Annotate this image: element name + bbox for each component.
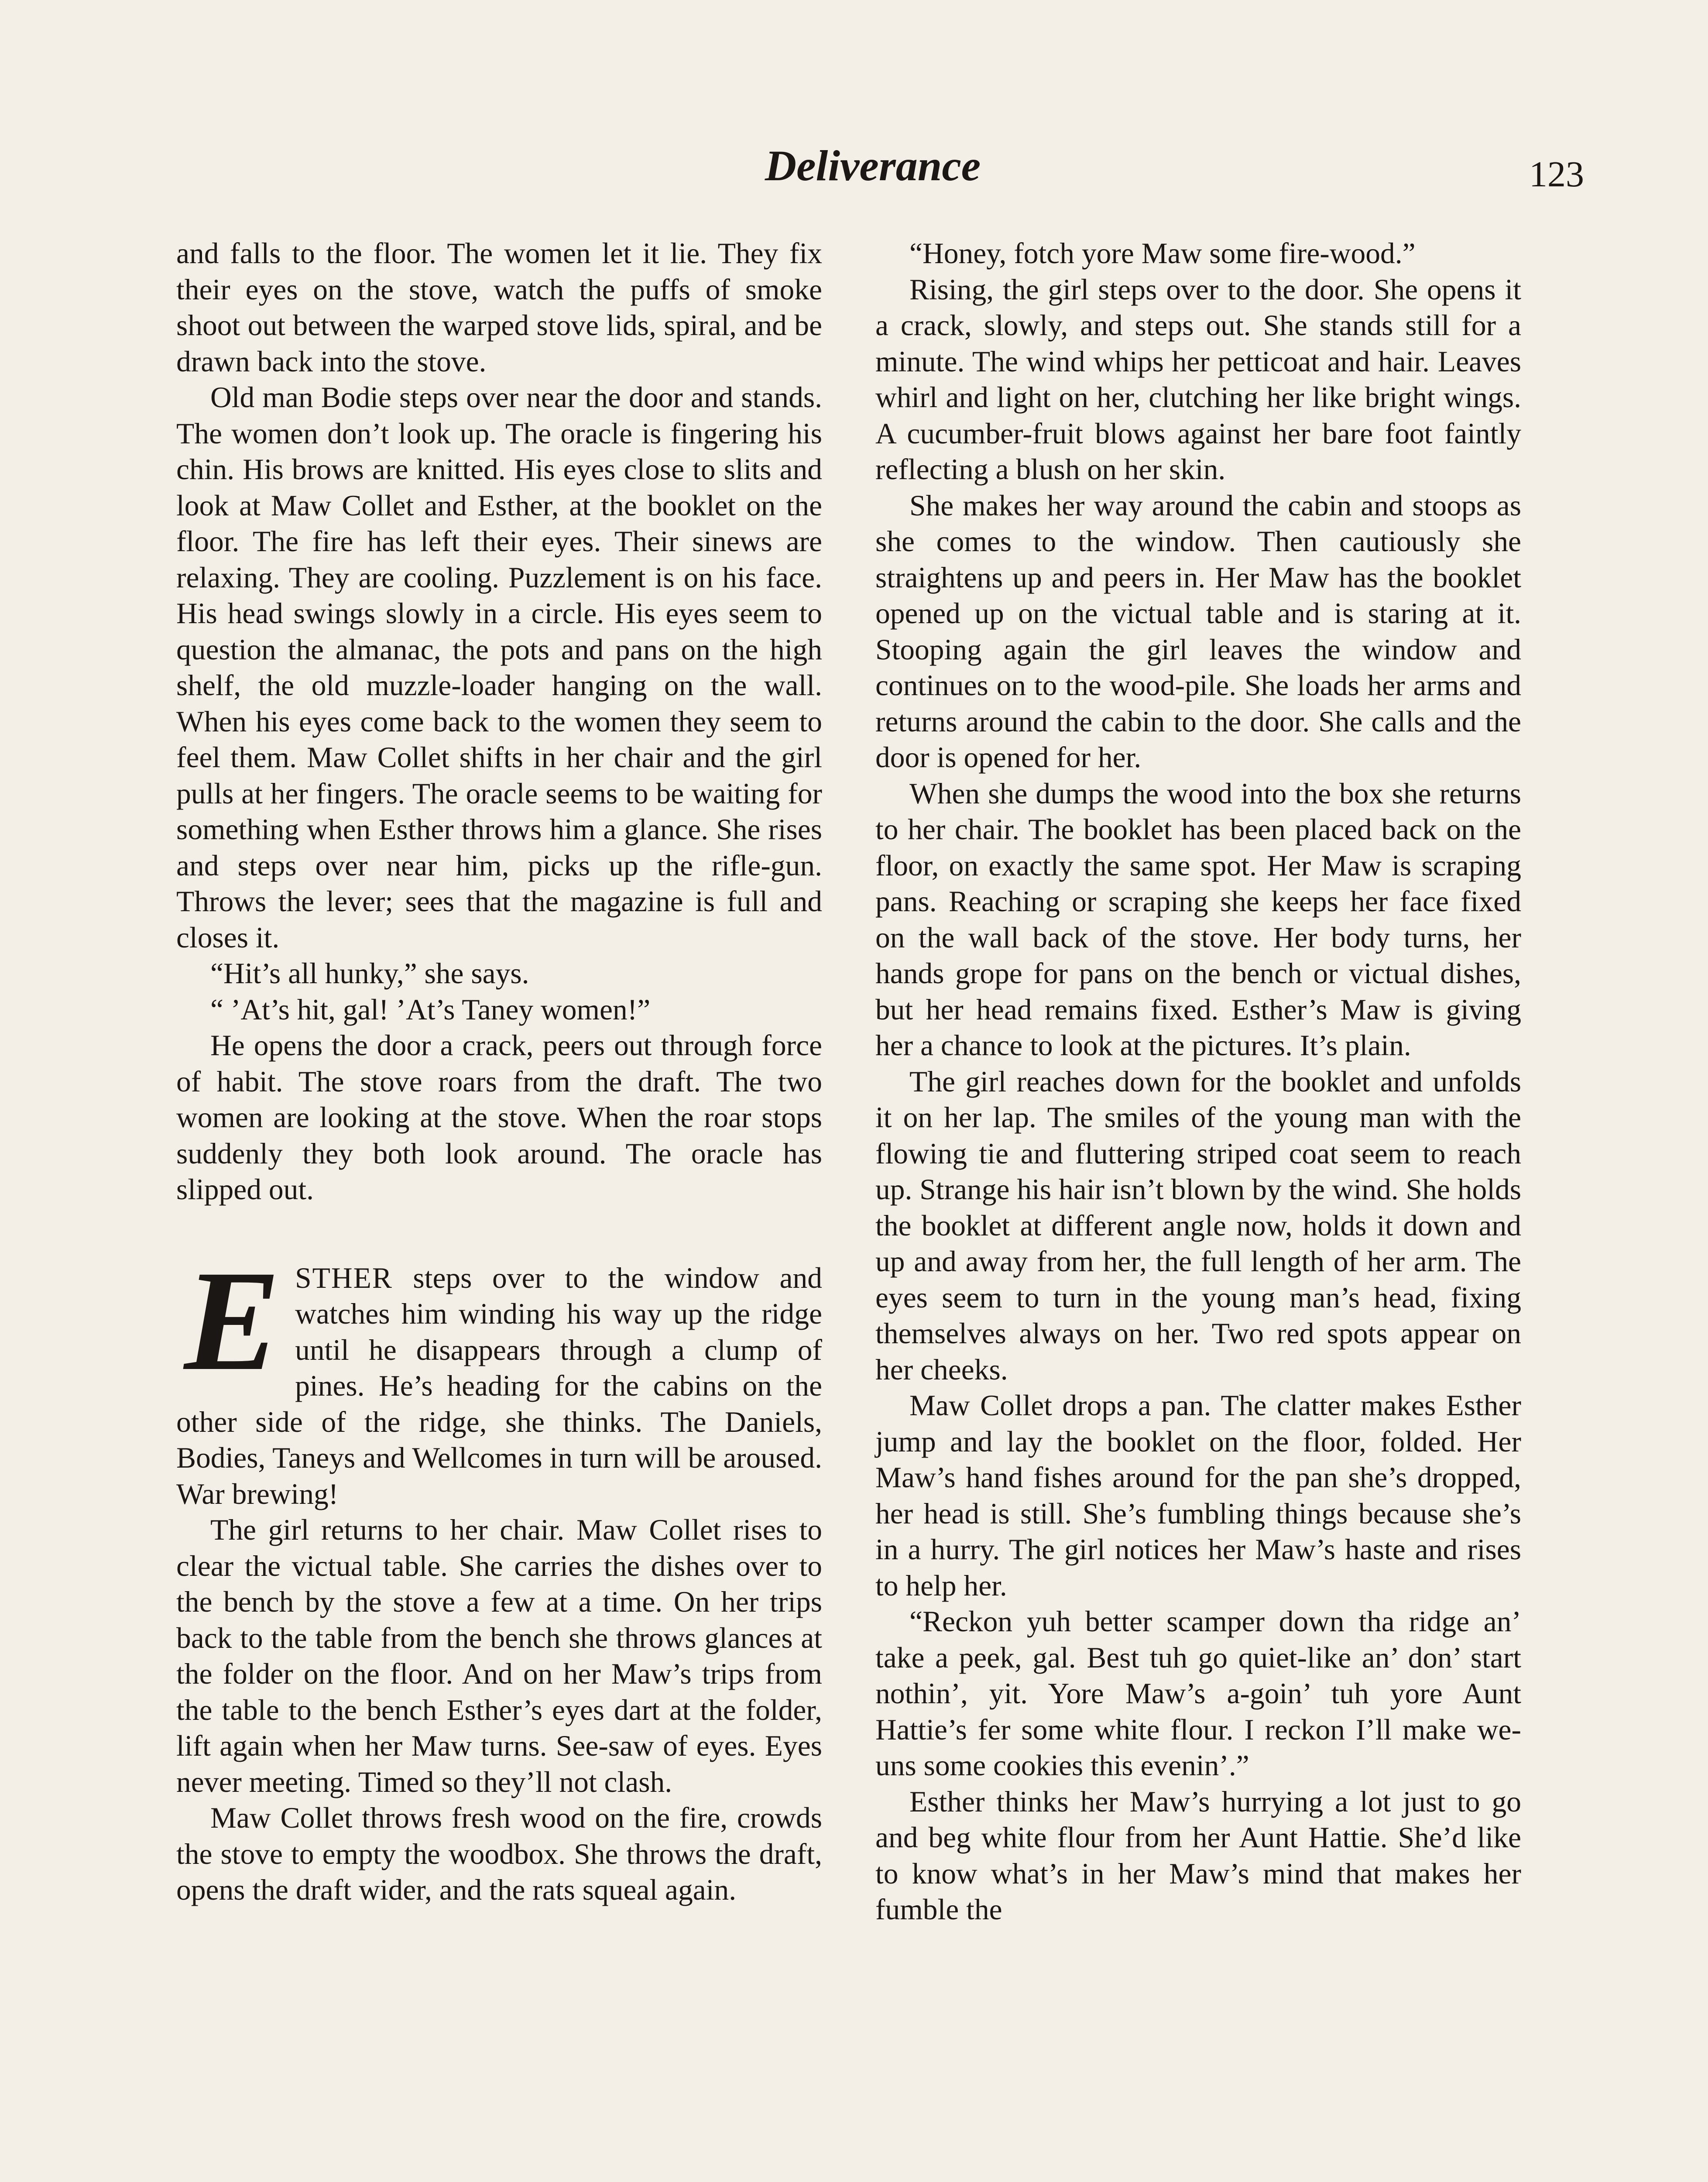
paragraph: Maw Collet drops a pan. The clatter makes Esther jump and lay the booklet on the floor, folded. Her Maw’s hand fishes around for the pan she’s dropped, her head is still. She’s fumbling things because she’s in a hurry. The girl notices her Maw’s haste and rises to help her. xyxy=(875,1389,1521,1602)
paragraph: He opens the door a crack, peers out through force of habit. The stove roars from the draft. The two women are looking at the stove. When the roar stops suddenly they both look around. The oracle has slipped out. xyxy=(176,1029,822,1206)
section-opening-paragraph xyxy=(176,1241,822,1513)
paragraph: “Reckon yuh better scamper down tha ridge an’ take a peek, gal. Best tuh go quiet-like an’ don’ start nothin’, yit. Yore Maw’s a-goin’ tuh yore Aunt Hattie’s fer some white flour. I reckon I’ll make we-uns some cookies this evenin’.” xyxy=(875,1605,1521,1782)
paragraph: Rising, the girl steps over to the door. She opens it a crack, slowly, and steps out. She stands still for a minute. The wind whips her petticoat and hair. Leaves whirl and light on her, clutching her like bright wings. A cucumber-fruit blows against her bare foot faintly reflecting a blush on her skin. xyxy=(875,273,1521,486)
paragraph: Old man Bodie steps over near the door and stands. The women don’t look up. The oracle is fingering his chin. His brows are knitted. His eyes close to slits and look at Maw Collet and Esther, at the booklet on the floor. The fire has left their eyes. Their sinews are relaxing. They are cooling. Puzzlement is on his face. His head swings slowly in a circle. His eyes seem to question the almanac, the pots and pans on the high shelf, the old muzzle-loader hanging on the wall. When his eyes come back to the women they seem to feel them. Maw Collet shifts in her chair and the girl pulls at her fingers. The oracle seems to be waiting for something when Esther throws him a glance. She rises and steps over near him, picks up the rifle-gun. Throws the lever; sees that the magazine is full and closes it. xyxy=(176,381,822,954)
paragraph: Esther thinks her Maw’s hurrying a lot just to go and beg white flour from her Aunt Hattie. She’d like to know what’s in her Maw’s mind that makes her fumble the xyxy=(875,1785,1521,1926)
paragraph: “Honey, fotch yore Maw some fire-wood.” xyxy=(909,237,1416,270)
paragraph: “ ’At’s hit, gal! ’At’s Taney women!” xyxy=(210,993,651,1026)
paragraph: The girl reaches down for the booklet and unfolds it on her lap. The smiles of the young man with the flowing tie and fluttering striped coat seem to reach up. Strange his hair isn’t blown by the wind. She holds the booklet at different angle now, holds it down and up and away from her, the full length of her arm. The eyes seem to turn in the young man’s head, fixing themselves always on her. Two red spots appear on her cheeks. xyxy=(875,1065,1521,1386)
paragraph: and falls to the floor. The women let it lie. They fix their eyes on the stove, watch the puffs of smoke shoot out between the warped stove lids, spiral, and be drawn back into the stove. xyxy=(176,237,822,378)
paragraph: When she dumps the wood into the box she returns to her chair. The booklet has been placed back on the floor, on exactly the same spot. Her Maw is scraping pans. Reaching or scraping she keeps her face fixed on the wall back of the stove. Her body turns, her hands grope for pans on the bench or victual dishes, but her head remains fixed. Esther’s Maw is giving her a chance to look at the pictures. It’s plain. xyxy=(875,777,1521,1062)
small-caps-lead: STHER xyxy=(295,1261,393,1294)
right-text-column xyxy=(875,236,1521,1928)
paragraph: Maw Collet throws fresh wood on the fire, crowds the stove to empty the woodbox. She throws the draft, opens the draft wider, and the rats squeal again. xyxy=(176,1801,822,1906)
page-number: 123 xyxy=(1529,154,1584,195)
paragraph: “Hit’s all hunky,” she says. xyxy=(210,957,529,990)
paragraph: She makes her way around the cabin and stoops as she comes to the window. Then cautiously she straightens up and peers in. Her Maw has the booklet opened up on the victual table and is staring at it. Stooping again the girl leaves the window and continues on to the wood-pile. She loads her arms and returns around the cabin to the door. She calls and the door is opened for her. xyxy=(875,489,1521,774)
paragraph-text: steps over to the window and watches him winding his way up the ridge until he disappears through a clump of pines. He’s heading for the cabins on the other side of the ridge, she thinks. The Daniels, Bodies, Taneys and Wellcomes in turn will be aroused. War brewing! xyxy=(176,1261,822,1510)
running-header-title: Deliverance xyxy=(765,141,981,190)
paragraph: The girl returns to her chair. Maw Collet rises to clear the victual table. She carries the dishes over to the bench by the stove a few at a time. On her trips back to the table from the bench she throws glances at the folder on the floor. And on her Maw’s trips from the table to the bench Esther’s eyes dart at the folder, lift again when her Maw turns. See-saw of eyes. Eyes never meeting. Timed so they’ll not clash. xyxy=(176,1513,822,1798)
drop-cap-letter: E xyxy=(184,1241,281,1400)
left-text-column xyxy=(176,236,822,1908)
